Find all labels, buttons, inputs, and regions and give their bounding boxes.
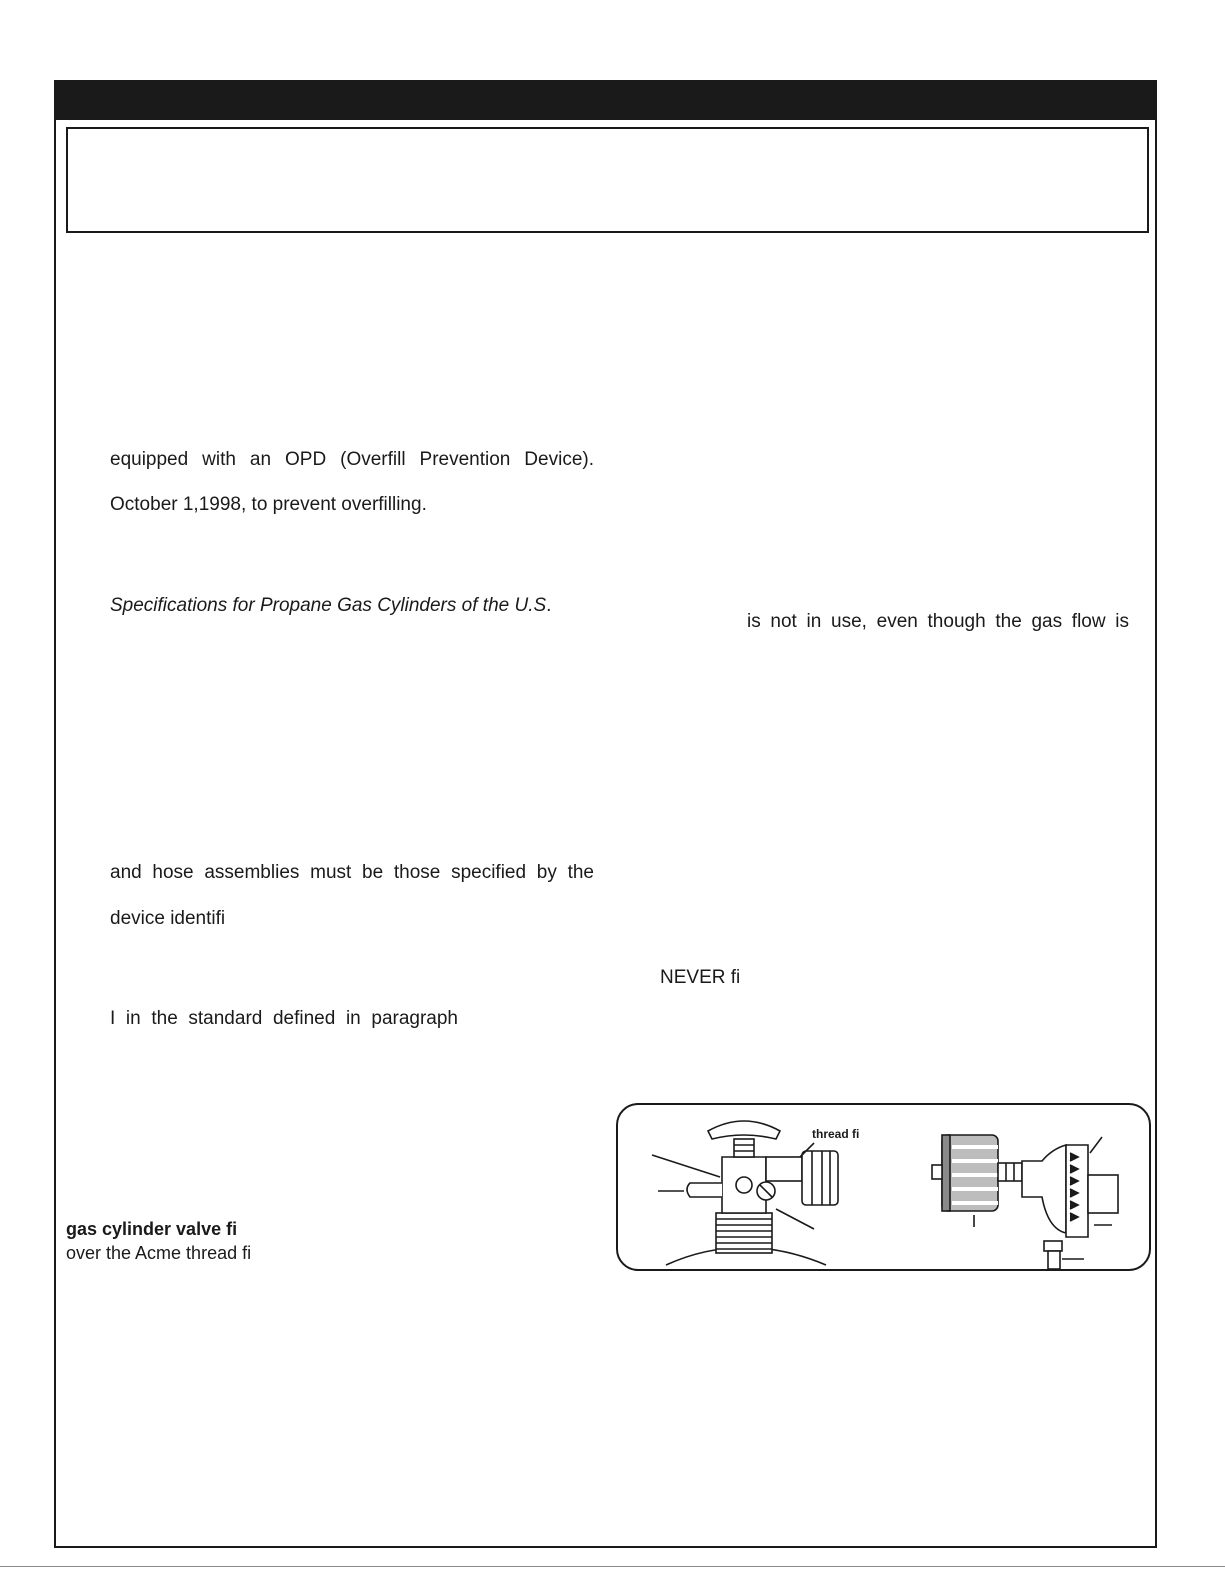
valve-heading: gas cylinder valve fi [66, 1219, 238, 1239]
warning-box [66, 127, 1149, 233]
page-frame [54, 80, 1157, 1548]
never-line: NEVER fi [660, 967, 741, 988]
acme-line: over the Acme thread fi [66, 1243, 252, 1263]
device-line: device identifi [110, 908, 226, 929]
section-header-bar [54, 82, 1157, 120]
in-use-line: is not in use, even though the gas flow is [747, 611, 1129, 632]
spec-line-italic: Specifications for Propane Gas Cylinders of the U.S [110, 595, 547, 616]
valve-diagram-panel [616, 1103, 1151, 1271]
spec-line-period: . [546, 595, 552, 616]
opd-line: equipped with an OPD (Overfill Prevention Device). [110, 449, 594, 470]
standard-line: I in the standard defined in paragraph [110, 1008, 458, 1029]
date-line: October 1,1998, to prevent overfilling. [110, 494, 427, 515]
page-bottom-rule [0, 1566, 1225, 1567]
spec-line [110, 596, 594, 615]
valve-diagram-svg [618, 1105, 1153, 1273]
thread-label: thread fi [812, 1127, 860, 1141]
hose-line: and hose assemblies must be those specified by the [110, 862, 594, 883]
